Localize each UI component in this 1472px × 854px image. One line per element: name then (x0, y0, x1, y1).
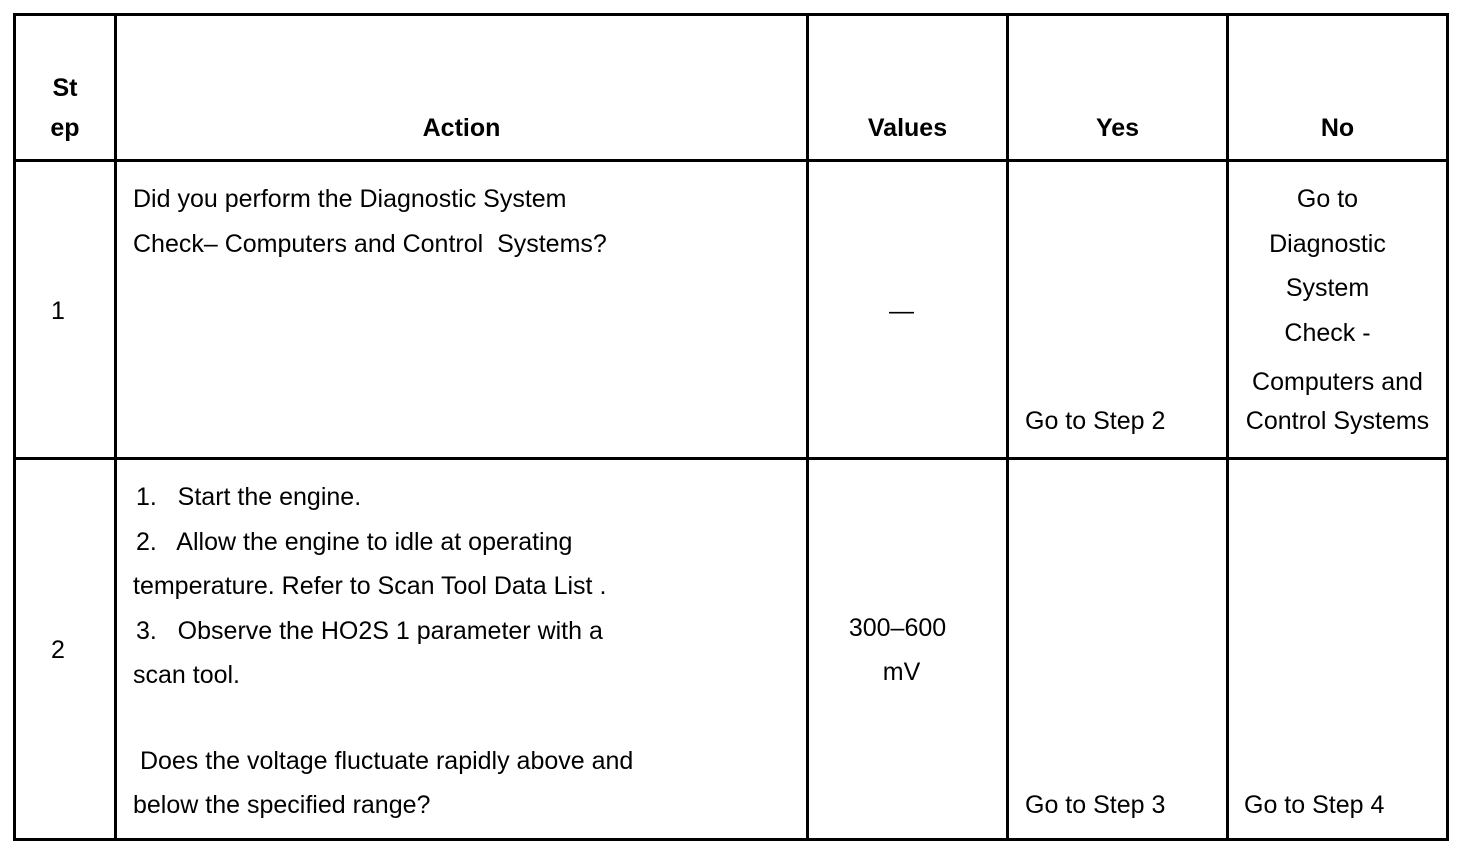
row2-value-line1: 300–600 (848, 614, 947, 642)
table-border-right (1446, 13, 1449, 841)
row1-no-line1: Go to (1296, 185, 1359, 213)
row1-no-line3: System (1285, 274, 1370, 302)
row2-action-line3: temperature. Refer to Scan Tool Data List . (133, 572, 607, 600)
row2-action-line6: Does the voltage fluctuate rapidly above and (133, 747, 634, 775)
row2-action-line5: scan tool. (133, 661, 241, 689)
row1-step: 1 (51, 297, 65, 325)
header-divider (13, 159, 1449, 162)
row1-no-line6: Control Systems (1245, 407, 1430, 435)
header-step-line1: St (52, 74, 78, 102)
row2-no: Go to Step 4 (1244, 791, 1385, 819)
header-step-line2: ep (50, 114, 80, 142)
row1-value: — (889, 297, 914, 325)
row2-yes: Go to Step 3 (1025, 791, 1166, 819)
row2-action-line4: 3. Observe the HO2S 1 parameter with a (136, 617, 603, 645)
row2-action-line7: below the specified range? (133, 791, 431, 819)
row1-no-line2: Diagnostic (1269, 230, 1386, 258)
table-border-top (13, 13, 1449, 16)
row1-action-line1: Did you perform the Diagnostic System (133, 185, 567, 213)
row1-action-line2: Check– Computers and Control Systems? (133, 230, 607, 258)
header-action: Action (422, 114, 501, 142)
row-divider (13, 457, 1449, 460)
table-border-bottom (13, 838, 1449, 841)
row1-no-line4: Check - (1284, 319, 1371, 347)
row1-no-line5: Computers and (1252, 368, 1423, 396)
row2-step: 2 (51, 636, 65, 664)
row2-action-line1: 1. Start the engine. (136, 483, 362, 511)
row2-action-line2: 2. Allow the engine to idle at operating (136, 528, 573, 556)
header-values: Values (867, 114, 948, 142)
header-no: No (1320, 114, 1355, 142)
header-yes: Yes (1095, 114, 1140, 142)
row2-value-line2: mV (882, 658, 921, 686)
row1-yes: Go to Step 2 (1025, 407, 1166, 435)
